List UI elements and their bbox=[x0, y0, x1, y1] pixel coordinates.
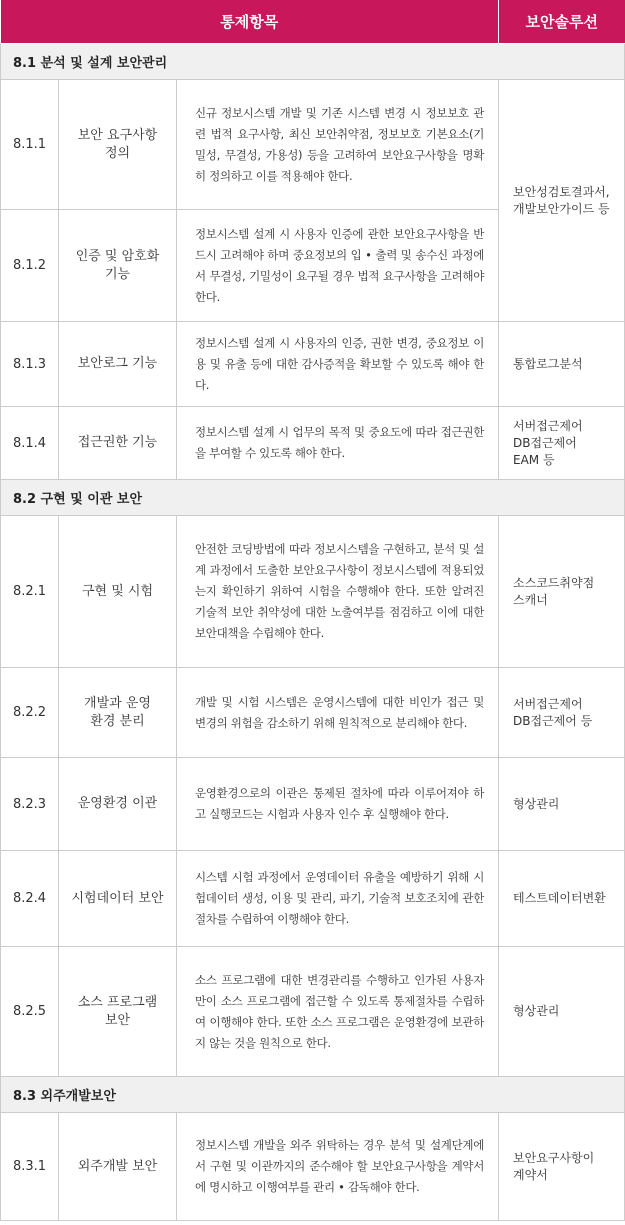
item-number: 8.2.4 bbox=[1, 851, 59, 947]
table-row bbox=[1, 516, 625, 668]
header-security-solution: 보안솔루션 bbox=[499, 0, 625, 44]
section-title: 8.2 구현 및 이관 보안 bbox=[1, 480, 625, 516]
item-solution: 테스트데이터변환 bbox=[499, 851, 625, 947]
item-solution: 형상관리 bbox=[499, 758, 625, 851]
item-number: 8.2.1 bbox=[1, 516, 59, 668]
item-number: 8.1.1 bbox=[1, 80, 59, 210]
item-description: 안전한 코딩방법에 따라 정보시스템을 구현하고, 분석 및 설계 과정에서 도출한 보안요구사항이 정보시스템에 적용되었는지 확인하기 위하여 시험을 수행해야 한다. 또한 알려진 기술적 보안 취약성에 대한 노출여부를 점검하고 이에 대한 보안대책을 수립해야 한다. bbox=[177, 516, 499, 668]
item-description: 정보시스템 설계 시 사용자의 인증, 권한 변경, 중요정보 이용 및 유출 등에 대한 감사증적을 확보할 수 있도록 해야 한다. bbox=[177, 322, 499, 407]
item-name: 소스 프로그램 보안 bbox=[59, 947, 177, 1077]
item-name: 접근권한 기능 bbox=[59, 407, 177, 480]
section-title: 8.3 외주개발보안 bbox=[1, 1077, 625, 1113]
item-description: 시스템 시험 과정에서 운영데이터 유출을 예방하기 위해 시험데이터 생성, 이용 및 관리, 파기, 기술적 보호조치에 관한 절차를 수립하여 이행해야 한다. bbox=[177, 851, 499, 947]
table-row bbox=[1, 668, 625, 758]
table-row bbox=[1, 851, 625, 947]
item-name: 구현 및 시험 bbox=[59, 516, 177, 668]
table-row bbox=[1, 407, 625, 480]
item-number: 8.1.3 bbox=[1, 322, 59, 407]
item-number: 8.1.4 bbox=[1, 407, 59, 480]
item-solution: 통합로그분석 bbox=[499, 322, 625, 407]
section-row bbox=[1, 44, 625, 80]
item-name: 보안로그 기능 bbox=[59, 322, 177, 407]
table-row bbox=[1, 322, 625, 407]
section-row bbox=[1, 1077, 625, 1113]
table-row bbox=[1, 1113, 625, 1221]
header-control-items: 통제항목 bbox=[1, 0, 499, 44]
item-name: 시험데이터 보안 bbox=[59, 851, 177, 947]
item-number: 8.1.2 bbox=[1, 210, 59, 322]
item-description: 정보시스템 설계 시 업무의 목적 및 중요도에 따라 접근권한을 부여할 수 있도록 해야 한다. bbox=[177, 407, 499, 480]
section-row bbox=[1, 480, 625, 516]
item-number: 8.2.3 bbox=[1, 758, 59, 851]
item-number: 8.2.2 bbox=[1, 668, 59, 758]
item-name: 인증 및 암호화 기능 bbox=[59, 210, 177, 322]
item-description: 운영환경으로의 이관은 통제된 절차에 따라 이루어져야 하고 실행코드는 시험과 사용자 인수 후 실행해야 한다. bbox=[177, 758, 499, 851]
table-row bbox=[1, 80, 625, 210]
item-description: 정보시스템 개발을 외주 위탁하는 경우 분석 및 설계단계에서 구현 및 이관까지의 준수해야 할 보안요구사항을 계약서에 명시하고 이행여부를 관리 • 감독해야 한다. bbox=[177, 1113, 499, 1221]
item-description: 소스 프로그램에 대한 변경관리를 수행하고 인가된 사용자만이 소스 프로그램에 접근할 수 있도록 통제절차를 수립하여 이행해야 한다. 또한 소스 프로그램은 운영환경에 보관하지 않는 것을 원칙으로 한다. bbox=[177, 947, 499, 1077]
item-number: 8.2.5 bbox=[1, 947, 59, 1077]
item-solution: 소스코드취약점 스캐너 bbox=[499, 516, 625, 668]
item-description: 신규 정보시스템 개발 및 기존 시스템 변경 시 정보보호 관련 법적 요구사항, 최신 보안취약점, 정보보호 기본요소(기밀성, 무결성, 가용성) 등을 고려하여 보안요구사항을 명확히 정의하고 이를 적용해야 한다. bbox=[177, 80, 499, 210]
item-solution: 서버접근제어 DB접근제어 EAM 등 bbox=[499, 407, 625, 480]
item-name: 보안 요구사항 정의 bbox=[59, 80, 177, 210]
table-row bbox=[1, 758, 625, 851]
item-name: 외주개발 보안 bbox=[59, 1113, 177, 1221]
item-number: 8.3.1 bbox=[1, 1113, 59, 1221]
item-solution: 보안요구사항이 계약서 bbox=[499, 1113, 625, 1221]
item-solution: 서버접근제어 DB접근제어 등 bbox=[499, 668, 625, 758]
item-name: 개발과 운영 환경 분리 bbox=[59, 668, 177, 758]
table-row bbox=[1, 947, 625, 1077]
table-header-row bbox=[1, 0, 625, 44]
item-description: 개발 및 시험 시스템은 운영시스템에 대한 비인가 접근 및 변경의 위험을 감소하기 위해 원칙적으로 분리해야 한다. bbox=[177, 668, 499, 758]
item-solution: 보안성검토결과서, 개발보안가이드 등 bbox=[499, 80, 625, 322]
section-title: 8.1 분석 및 설계 보안관리 bbox=[1, 44, 625, 80]
item-name: 운영환경 이관 bbox=[59, 758, 177, 851]
item-solution: 형상관리 bbox=[499, 947, 625, 1077]
item-description: 정보시스템 설계 시 사용자 인증에 관한 보안요구사항을 반드시 고려해야 하며 중요정보의 입 • 출력 및 송수신 과정에서 무결성, 기밀성이 요구될 경우 법적 요구사항을 고려해야 한다. bbox=[177, 210, 499, 322]
